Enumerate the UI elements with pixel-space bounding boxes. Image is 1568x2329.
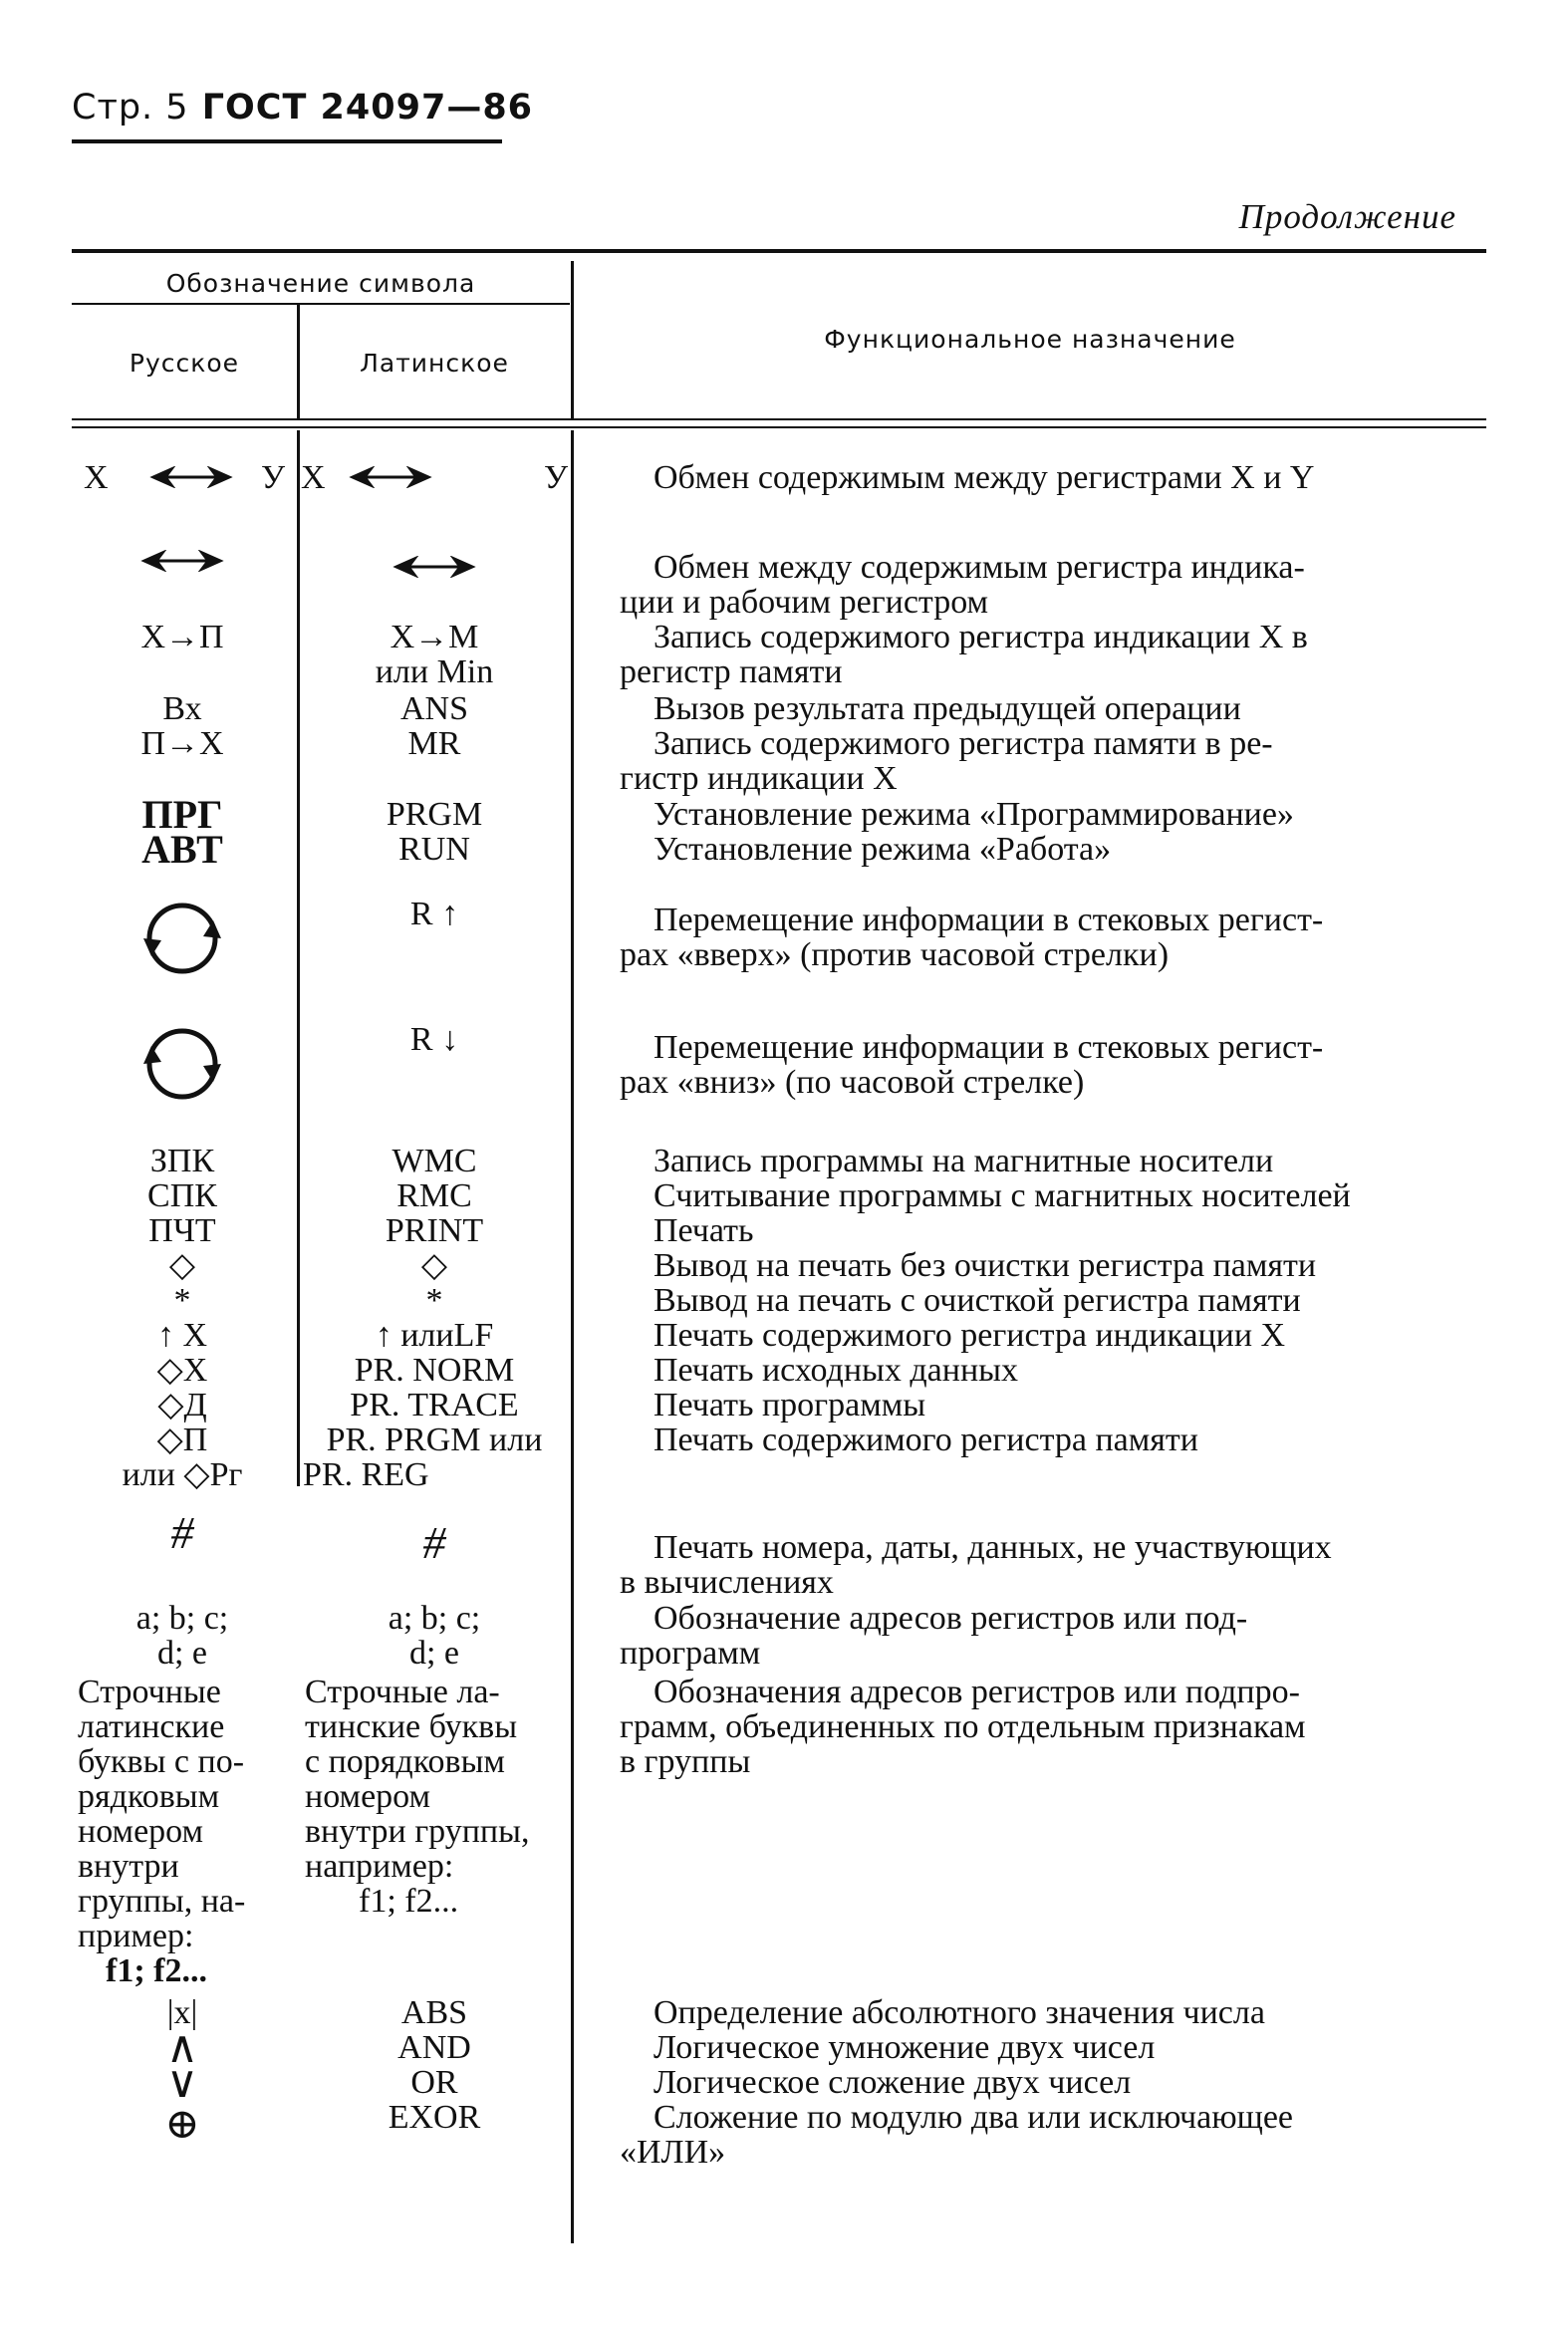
ru-symbol [72,550,293,572]
function-description: Обмен между содержимым регистра индика- ции и рабочим регистром [620,549,1305,621]
ru-symbol [72,1022,293,1106]
group-header: Обозначение символа [165,269,476,298]
function-description: Обозначения адресов регистров или подпро- грамм, объединенных по отдельным признакам в группы [620,1674,1306,1780]
lat-symbol: ANS [399,690,469,727]
function-description: Логическое сложение двух чисел [653,2064,1132,2101]
lat-symbol: ↑ илиLF [375,1317,494,1354]
continuation-label: Продолжение [1238,197,1456,236]
lat-symbol: RMC [396,1177,472,1214]
lat-symbol: ABS [400,1994,468,2031]
ru-symbol: П→X [140,725,224,762]
function-description: Печать номера, даты, данных, не участвующих в вычислениях [620,1529,1332,1601]
ru-symbol: ПРГ [141,792,223,837]
swap-arrow-icon [392,556,476,578]
lat-symbol: PR. PRGM или PR. REG [303,1422,543,1493]
swap-arrow-icon [349,466,432,488]
column-divider-function [571,430,574,2243]
header-underline [72,139,502,143]
function-description: Запись программы на магнитные носители [653,1143,1274,1179]
lat-symbol: R ↓ [409,1021,459,1058]
lat-symbol: PR. TRACE [350,1387,519,1423]
page-number: Стр. 5 [72,88,189,128]
ru-symbol: ПЧТ [148,1212,216,1249]
lat-symbol: Строчные ла- тинские буквы с порядковым номером внутри группы, например: f1; f2... [305,1674,530,1920]
ru-symbol: Строчные латинские буквы с по- рядковым номером внутри группы, на- пример: f1; f2... [78,1674,246,1989]
ru-symbol: a; b; c; d; e [135,1600,229,1672]
function-description: Установление режима «Программирование» [653,796,1294,833]
rotate-counterclockwise-icon [137,897,227,980]
function-description: Печать программы [653,1387,926,1423]
ru-symbol: ∨ [165,2058,199,2107]
function-description: Перемещение информации в стековых регист- рах «вниз» (по часовой стрелке) [620,1029,1324,1101]
lat-symbol: * [425,1282,443,1319]
ru-symbol: # [170,1507,194,1558]
ru-symbol: * [173,1282,191,1319]
col-header-latin: Латинское [360,349,509,378]
ru-symbol: АВТ [141,827,223,872]
function-description: Установление режима «Работа» [653,831,1112,868]
function-description: Печать [653,1212,754,1249]
lat-symbol: AND [397,2029,471,2066]
function-description: Считывание программы с магнитных носителей [653,1177,1351,1214]
function-description: Печать содержимого регистра индикации X [653,1317,1286,1354]
page-header [72,88,533,128]
function-description: Сложение по модулю два или исключающее «ИЛИ» [620,2099,1293,2171]
ru-symbol: ◇ [168,1247,196,1284]
function-description: Вывод на печать без очистки регистра памяти [653,1247,1317,1284]
function-description: Обмен содержимым между регистрами X и Y [653,459,1315,496]
lat-symbol: OR [410,2064,458,2101]
ru-symbol: ◇X [156,1352,208,1389]
group-header-rule [72,303,570,305]
function-description: Запись содержимого регистра индикации X в регистр памяти [620,619,1308,690]
header-bottom-rule-1 [72,418,1486,420]
rotate-clockwise-icon [137,1022,227,1106]
swap-arrow-icon [140,550,224,572]
ru-symbol: ◇Д [157,1387,207,1423]
lat-symbol: # [422,1517,446,1568]
ru-symbol: ◇П или ◇Рг [122,1422,243,1493]
lat-symbol [299,550,570,578]
lat-symbol: RUN [398,831,470,868]
ru-symbol: СПК [147,1177,217,1214]
ru-symbol: |x| [166,1994,198,2031]
standard-code: ГОСТ 24097—86 [201,88,534,128]
ru-symbol: ↑ X [156,1317,208,1354]
ru-symbol [72,897,293,980]
lat-symbol: PR. NORM [354,1352,515,1389]
lat-symbol: a; b; c; d; e [388,1600,481,1672]
lat-symbol: X→M или Min [375,619,494,690]
header-bottom-rule-2 [72,426,1486,428]
col-header-russian: Русское [129,349,240,378]
ru-symbol: ⊕ [164,2102,200,2148]
col-header-function: Функциональное назначение [824,325,1236,354]
function-description: Обозначение адресов регистров или под- программ [620,1600,1248,1672]
swap-arrow-icon [149,466,233,488]
ru-symbol: X→П [140,619,224,655]
lat-symbol: PRGM [386,796,483,833]
function-description: Определение абсолютного значения числа [653,1994,1265,2031]
lat-symbol: R ↑ [409,896,459,932]
function-description: Вызов результата предыдущей операции [653,690,1241,727]
table-top-rule [72,249,1486,253]
function-description: Запись содержимого регистра памяти в ре- гистр индикации X [620,725,1273,797]
function-description: Печать исходных данных [653,1352,1018,1389]
ru-symbol: Вх [162,690,202,727]
lat-symbol: ◇ [420,1247,448,1284]
lat-symbol: WMC [392,1143,477,1179]
ru-symbol: ЗПК [149,1143,215,1179]
function-description: Логическое умножение двух чисел [653,2029,1156,2066]
lat-symbol: PRINT [385,1212,484,1249]
lat-symbol: MR [407,725,461,762]
function-description: Вывод на печать с очисткой регистра памяти [653,1282,1301,1319]
ru-symbol: ∧ [165,2023,199,2072]
function-description: Печать содержимого регистра памяти [653,1422,1198,1458]
lat-symbol: EXOR [388,2099,481,2136]
function-description: Перемещение информации в стековых регист- рах «вверх» (против часовой стрелки) [620,902,1324,973]
